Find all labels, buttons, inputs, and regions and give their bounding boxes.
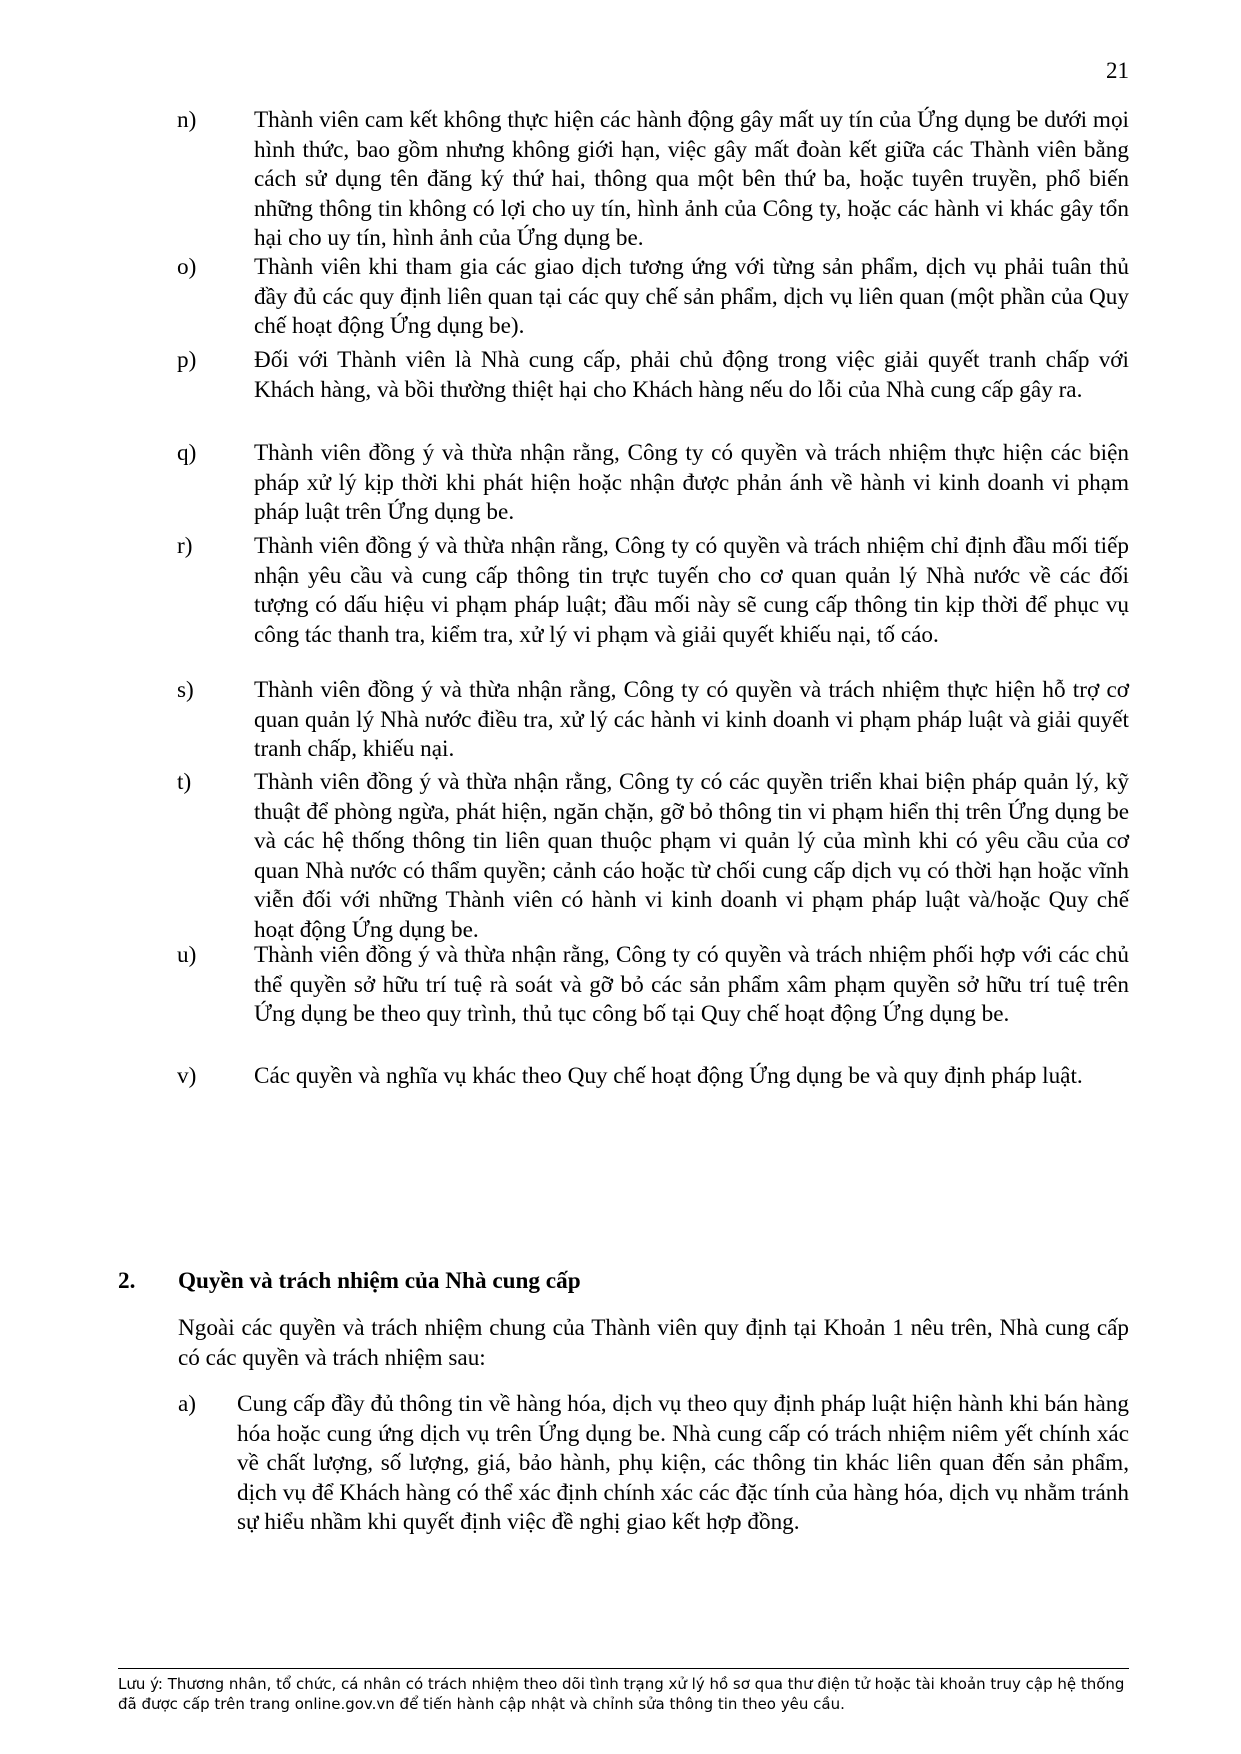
list-item-text: Các quyền và nghĩa vụ khác theo Quy chế hoạt động Ứng dụng be và quy định pháp luật. xyxy=(254,1063,1083,1089)
list-item-text: Thành viên đồng ý và thừa nhận rằng, Công ty có các quyền triển khai biện pháp quản lý, kỹ thuật để phòng ngừa, phát hiện, ngăn chặn, gỡ bỏ thông tin vi phạm hiển thị trên Ứng dụng be và các hệ thống thông tin liên quan thuộc phạm vi quản lý của mình khi có yêu cầu của cơ quan Nhà nước có thẩm quyền; cảnh cáo hoặc từ chối cung cấp dịch vụ có thời hạn hoặc vĩnh viễn đối với những Thành viên có hành vi kinh doanh vi phạm pháp luật và/hoặc Quy chế hoạt động Ứng dụng be. xyxy=(254,769,1129,943)
list-item-letter: v) xyxy=(177,1063,197,1089)
section-number: 2. xyxy=(118,1268,136,1294)
list-item-text: Thành viên khi tham gia các giao dịch tương ứng với từng sản phẩm, dịch vụ phải tuân thủ đầy đủ các quy định liên quan tại các quy chế sản phẩm, dịch vụ liên quan (một phần của Quy chế hoạt động Ứng dụng be). xyxy=(254,254,1129,340)
list-item-text: Đối với Thành viên là Nhà cung cấp, phải chủ động trong việc giải quyết tranh chấp với Khách hàng, và bồi thường thiệt hại cho Khách hàng nếu do lỗi của Nhà cung cấp gây ra. xyxy=(254,347,1129,403)
list-item-letter: q) xyxy=(177,440,197,466)
section-intro: Ngoài các quyền và trách nhiệm chung của Thành viên quy định tại Khoản 1 nêu trên, Nhà cung cấp có các quyền và trách nhiệm sau: xyxy=(178,1315,1129,1371)
list-item-text: Thành viên đồng ý và thừa nhận rằng, Công ty có quyền và trách nhiệm phối hợp với các chủ thể quyền sở hữu trí tuệ rà soát và gỡ bỏ các sản phẩm xâm phạm quyền sở hữu trí tuệ trên Ứng dụng be theo quy trình, thủ tục công bố tại Quy chế hoạt động Ứng dụng be. xyxy=(254,942,1129,1028)
page-number: 21 xyxy=(1106,58,1129,83)
list-item-text: Thành viên cam kết không thực hiện các hành động gây mất uy tín của Ứng dụng be dưới mọi hình thức, bao gồm nhưng không giới hạn, việc gây mất đoàn kết giữa các Thành viên bằng cách sử dụng tên đăng ký thứ hai, thông qua một bên thứ ba, hoặc tuyên truyền, phổ biến những thông tin không có lợi cho uy tín, hình ảnh của Công ty, hoặc các hành vi khác gây tổn hại cho uy tín, hình ảnh của Ứng dụng be. xyxy=(254,107,1129,252)
list-item-letter: n) xyxy=(177,107,197,133)
list-item-text: Thành viên đồng ý và thừa nhận rằng, Công ty có quyền và trách nhiệm chỉ định đầu mối tiếp nhận yêu cầu và cung cấp thông tin trực tuyến cho cơ quan quản lý Nhà nước về các đối tượng có dấu hiệu vi phạm pháp luật; đầu mối này sẽ cung cấp thông tin kịp thời để phục vụ công tác thanh tra, kiểm tra, xử lý vi phạm và giải quyết khiếu nại, tố cáo. xyxy=(254,533,1129,648)
section-title: Quyền và trách nhiệm của Nhà cung cấp xyxy=(178,1268,581,1294)
list-item-text: Thành viên đồng ý và thừa nhận rằng, Công ty có quyền và trách nhiệm thực hiện hỗ trợ cơ quan quản lý Nhà nước điều tra, xử lý các hành vi kinh doanh vi phạm pháp luật và giải quyết tranh chấp, khiếu nại. xyxy=(254,677,1129,763)
list-item-letter: o) xyxy=(177,254,197,280)
list-item-letter: t) xyxy=(177,769,192,795)
list-item-letter: r) xyxy=(177,533,193,559)
footer-divider xyxy=(118,1668,1129,1669)
list-item-text: Cung cấp đầy đủ thông tin về hàng hóa, dịch vụ theo quy định pháp luật hiện hành khi bán hàng hóa hoặc cung ứng dịch vụ trên Ứng dụng be. Nhà cung cấp có trách nhiệm niêm yết chính xác về chất lượng, số lượng, giá, bảo hành, phụ kiện, các thông tin khác liên quan đến sản phẩm, dịch vụ để Khách hàng có thể xác định chính xác các đặc tính của hàng hóa, dịch vụ nhằm tránh sự hiểu nhầm khi quyết định việc đề nghị giao kết hợp đồng. xyxy=(237,1391,1129,1536)
list-item-letter: s) xyxy=(177,677,194,703)
list-item-text: Thành viên đồng ý và thừa nhận rằng, Công ty có quyền và trách nhiệm thực hiện các biện pháp xử lý kịp thời khi phát hiện hoặc nhận được phản ánh về hành vi kinh doanh vi phạm pháp luật trên Ứng dụng be. xyxy=(254,440,1129,526)
list-item-letter: p) xyxy=(177,347,197,373)
list-item-letter: a) xyxy=(178,1391,197,1417)
list-item-letter: u) xyxy=(177,942,197,968)
footer-note: Lưu ý: Thương nhân, tổ chức, cá nhân có trách nhiệm theo dõi tình trạng xử lý hồ sơ qua thư điện tử hoặc tài khoản truy cập hệ thống đã được cấp trên trang online.gov.vn để tiến hành cập nhật và chỉnh sửa thông tin theo yêu cầu. xyxy=(118,1675,1125,1713)
